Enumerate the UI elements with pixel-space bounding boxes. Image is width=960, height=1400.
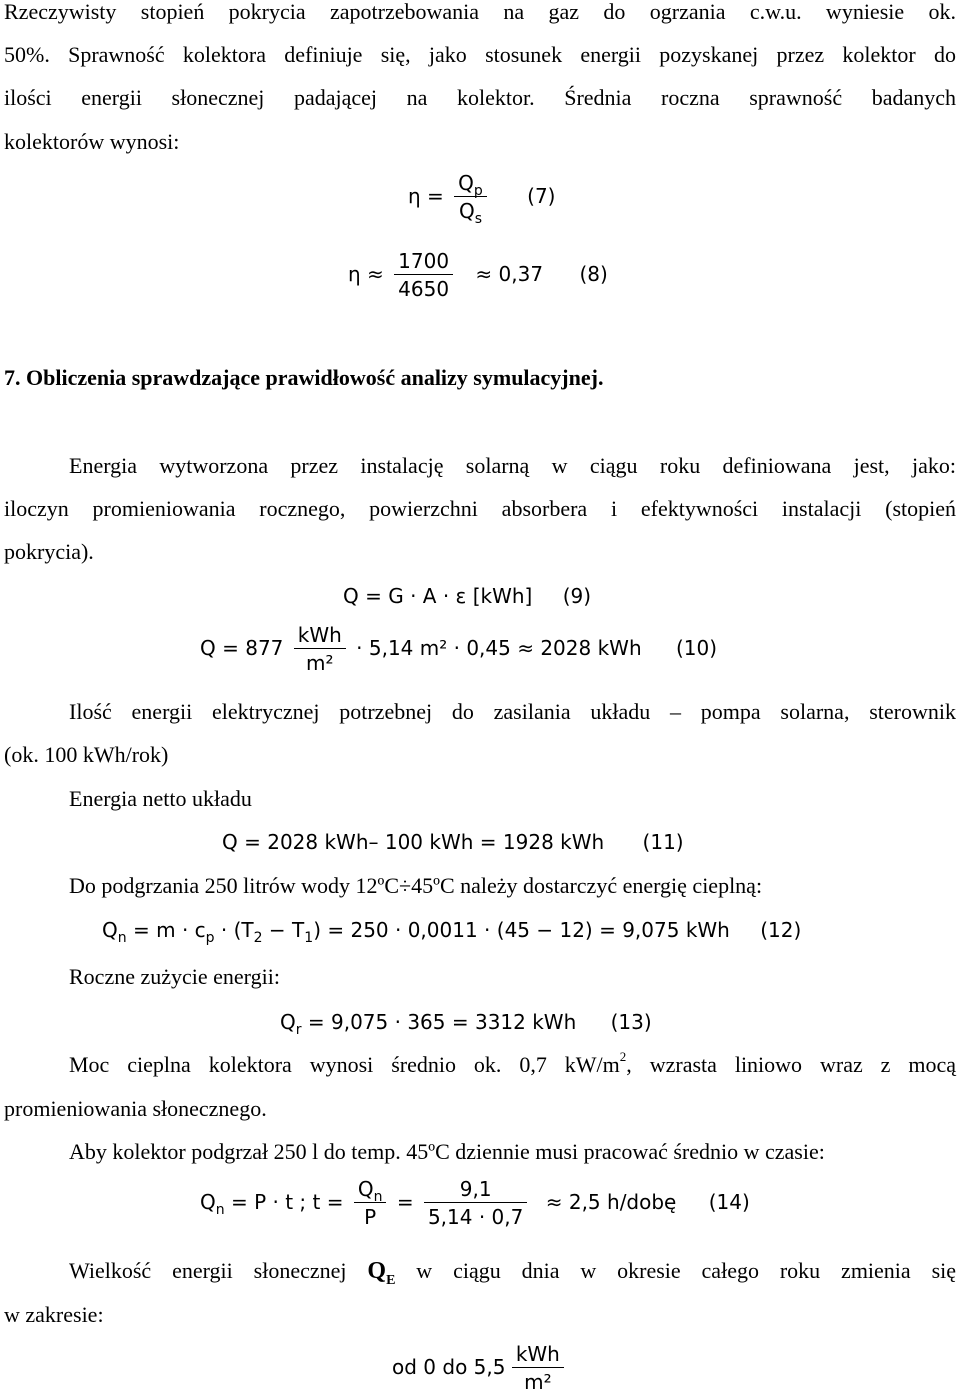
para9-post: w ciągu dnia w okresie całego roku zmienia się bbox=[416, 1258, 957, 1283]
para7-line2: promieniowania słonecznego. bbox=[4, 1096, 267, 1121]
eq10-denominator: m² bbox=[306, 651, 334, 675]
eq14-rhs: ≈ 2,5 h/dobę bbox=[545, 1190, 677, 1214]
energy-symbol: $Q_E$ bbox=[367, 1258, 396, 1288]
para2-line3: pokrycia). bbox=[4, 539, 94, 564]
eq8-label: (8) bbox=[579, 262, 608, 286]
para5: Do podgrzania 250 litrów wody 12ºC÷45ºC należy dostarczyć energię cieplną: bbox=[69, 873, 763, 898]
equation-10 bbox=[200, 622, 717, 677]
eq15-denominator: m² bbox=[524, 1370, 552, 1394]
equation-7 bbox=[408, 170, 556, 225]
equation-11 bbox=[222, 830, 684, 854]
eq11-label: (11) bbox=[642, 830, 684, 854]
eq14-fraction-2 bbox=[424, 1176, 527, 1231]
para1-line4: kolektorów wynosi: bbox=[4, 129, 180, 154]
equation-range bbox=[392, 1341, 568, 1396]
para1-line2: 50%. Sprawność kolektora definiuje się, jako stosunek energii pozyskanej przez kolektor do bbox=[4, 42, 956, 67]
equation-14 bbox=[200, 1176, 750, 1231]
eq11-text: Q = 2028 kWh– 100 kWh = 1928 kWh bbox=[222, 830, 605, 854]
para2-line1: Energia wytworzona przez instalację solarną w ciągu roku definiowana jest, jako: bbox=[69, 453, 956, 478]
para6: Roczne zużycie energii: bbox=[69, 964, 280, 989]
eq8-lhs: η ≈ bbox=[348, 262, 384, 286]
eq10-rhs: · 5,14 m² · 0,45 ≈ 2028 kWh bbox=[356, 636, 642, 660]
equation-13 bbox=[280, 1010, 652, 1038]
para9-line2: w zakresie: bbox=[4, 1302, 104, 1327]
para7-line1: Moc cieplna kolektora wynosi średnio ok. 0,7 $kW/m^2$, wzrasta liniowo wraz z mocą bbox=[69, 1048, 956, 1077]
para4: Energia netto układu bbox=[69, 786, 252, 811]
para1-line3: ilości energii słonecznej padającej na kolektor. Średnia roczna sprawność badanych bbox=[4, 85, 956, 110]
eq8-rhs: ≈ 0,37 bbox=[475, 262, 544, 286]
equation-9 bbox=[343, 584, 591, 608]
eq14-denominator-1: P bbox=[364, 1205, 377, 1229]
eq10-label: (10) bbox=[675, 636, 718, 660]
eq8-denominator: 4650 bbox=[398, 277, 450, 301]
eq10-numerator: kWh bbox=[294, 622, 346, 649]
para9-pre: Wielkość energii słonecznej bbox=[69, 1258, 347, 1283]
eq14-equals: = bbox=[396, 1190, 414, 1214]
eq14-numerator-2: 9,1 bbox=[424, 1176, 527, 1203]
eq15-text: od 0 do 5,5 bbox=[392, 1355, 506, 1379]
eq7-numerator: $Q_p$ bbox=[454, 170, 487, 197]
para1-line1: Rzeczywisty stopień pokrycia zapotrzebowania na gaz do ogrzania c.w.u. wyniesie ok. bbox=[4, 0, 956, 24]
para2-line2: iloczyn promieniowania rocznego, powierzchni absorbera i efektywności instalacji (stopień bbox=[4, 496, 956, 521]
eq14-lhs: $Q_n = P \cdot t$ ; t = bbox=[200, 1190, 344, 1218]
eq10-lhs: Q = 877 bbox=[200, 636, 284, 660]
equation-8 bbox=[348, 248, 608, 303]
section-heading: 7. Obliczenia sprawdzające prawidłowość analizy symulacyjnej. bbox=[4, 365, 604, 390]
eq10-fraction bbox=[294, 622, 346, 677]
eq14-label: (14) bbox=[708, 1190, 750, 1214]
eq7-lhs: η = bbox=[408, 184, 444, 208]
eq14-numerator-1: $Q_n$ bbox=[354, 1176, 387, 1203]
eq7-fraction bbox=[454, 170, 487, 225]
eq12-text: $Q_n = m \cdot c_p \cdot (T_2 - T_1) = 250 \cdot 0,0011 \cdot (45 - 12) = 9,075$ kWh bbox=[102, 918, 730, 946]
eq15-fraction bbox=[512, 1341, 564, 1396]
eq14-fraction-1 bbox=[354, 1176, 387, 1231]
eq14-denominator-2: 5,14 · 0,7 bbox=[427, 1205, 524, 1229]
eq8-fraction bbox=[394, 248, 453, 303]
eq13-label: (13) bbox=[610, 1010, 652, 1034]
eq9-text: Q = G · A · ε [kWh] bbox=[343, 584, 533, 608]
para3-line1: Ilość energii elektrycznej potrzebnej do zasilania układu – pompa solarna, sterownik bbox=[69, 699, 956, 724]
equation-12 bbox=[102, 918, 802, 946]
eq8-numerator: 1700 bbox=[394, 248, 453, 275]
eq13-text: $Q_r = 9,075 \cdot 365 = 3312$ kWh bbox=[280, 1010, 577, 1038]
para9-line1 bbox=[69, 1258, 957, 1288]
eq7-denominator: $Q_s$ bbox=[458, 199, 482, 227]
eq9-label: (9) bbox=[562, 584, 592, 608]
para8: Aby kolektor podgrzał 250 l do temp. 45ºC dziennie musi pracować średnio w czasie: bbox=[69, 1139, 825, 1164]
para3-line2: (ok. 100 kWh/rok) bbox=[4, 742, 169, 767]
eq12-label: (12) bbox=[760, 918, 802, 942]
eq15-numerator: kWh bbox=[512, 1341, 564, 1368]
eq7-label: (7) bbox=[527, 184, 556, 208]
